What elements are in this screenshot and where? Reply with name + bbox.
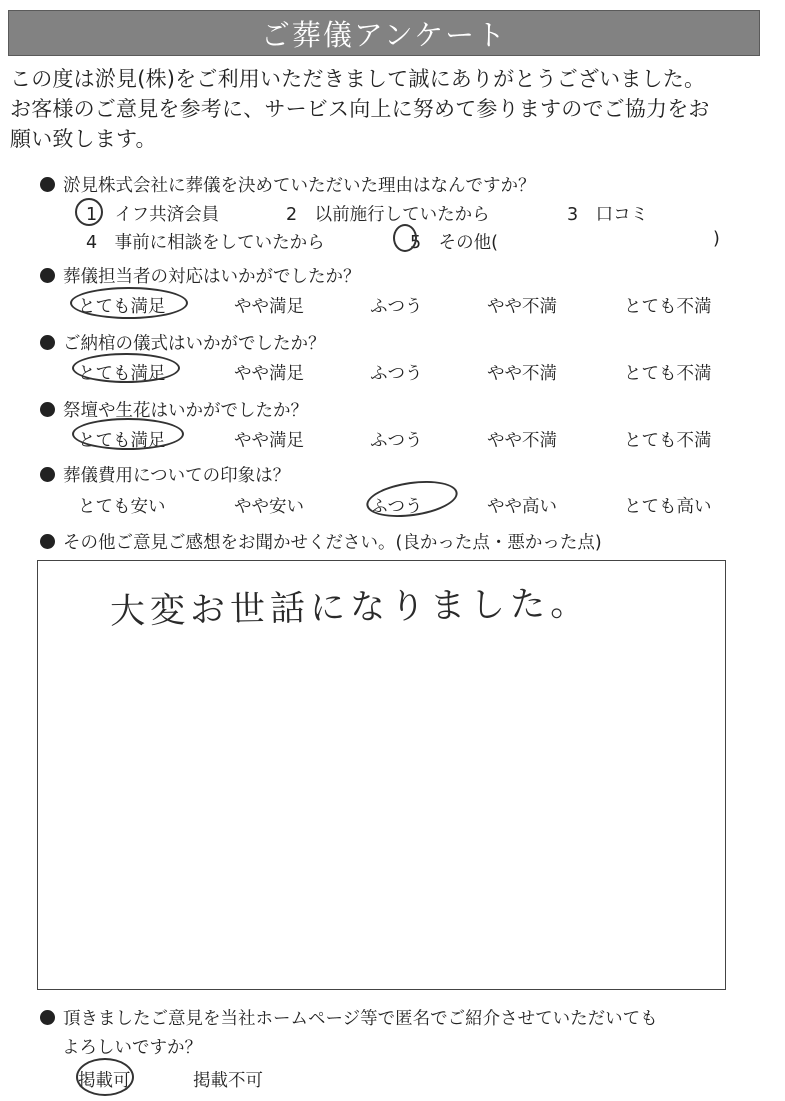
option-staff-5[interactable]: とても不満 [624, 297, 712, 317]
selected-circle-staff [70, 287, 188, 319]
option-reason-4[interactable]: 4 事前に相談をしていたから [86, 233, 325, 253]
question-publish [40, 1005, 658, 1030]
question-staff [40, 263, 361, 288]
option-encoffining-2[interactable]: やや満足 [234, 364, 304, 384]
option-reason-5-close: ) [713, 229, 720, 249]
survey-title: ご葬儀アンケート [260, 17, 508, 52]
bullet-icon [40, 268, 55, 283]
option-cost-5[interactable]: とても高い [624, 497, 712, 517]
question-comments-text: その他ご意見ご感想をお聞かせください。(良かった点・悪かった点) [63, 533, 602, 553]
option-cost-1[interactable]: とても安い [78, 497, 166, 517]
option-reason-5[interactable]: 5 その他( [410, 233, 498, 253]
option-cost-2[interactable]: やや安い [234, 497, 304, 517]
bullet-icon [40, 335, 55, 350]
question-altar [40, 397, 308, 422]
bullet-icon [40, 534, 55, 549]
option-cost-3[interactable]: ふつう [370, 497, 423, 517]
option-publish-no[interactable]: 掲載不可 [193, 1071, 263, 1091]
option-encoffining-3[interactable]: ふつう [370, 364, 423, 384]
intro-line-3: 願い致します。 [10, 127, 157, 151]
option-encoffining-1[interactable]: とても満足 [78, 364, 166, 384]
intro-text [10, 64, 770, 154]
intro-line-2: お客様のご意見を参考に、サービス向上に努めて参りますのでご協力をお [10, 97, 710, 121]
option-altar-2[interactable]: やや満足 [234, 431, 304, 451]
option-altar-1[interactable]: とても満足 [78, 431, 166, 451]
question-cost [40, 462, 290, 487]
question-publish-line-1: 頂きましたご意見を当社ホームページ等で匿名でご紹介させていただいても [63, 1009, 658, 1029]
selected-circle-reason-1 [75, 198, 103, 226]
option-encoffining-5[interactable]: とても不満 [624, 364, 712, 384]
question-publish-line-2: よろしいですか？ [62, 1038, 202, 1058]
selected-circle-encoffining [72, 353, 180, 383]
question-comments [40, 529, 602, 554]
question-reason [40, 172, 536, 197]
option-staff-2[interactable]: やや満足 [234, 297, 304, 317]
option-staff-3[interactable]: ふつう [370, 297, 423, 317]
intro-line-1: この度は淤見(株)をご利用いただきまして誠にありがとうございました。 [10, 67, 706, 91]
option-cost-4[interactable]: やや高い [487, 497, 557, 517]
question-reason-text: 淤見株式会社に葬儀を決めていただいた理由はなんですか？ [63, 176, 536, 196]
question-altar-text: 祭壇や生花はいかがでしたか？ [63, 401, 308, 421]
option-publish-yes[interactable]: 掲載可 [78, 1071, 131, 1091]
option-reason-1[interactable]: 1 イフ共済会員 [86, 205, 220, 225]
option-staff-1[interactable]: とても満足 [78, 297, 166, 317]
option-encoffining-4[interactable]: やや不満 [487, 364, 557, 384]
option-reason-3[interactable]: 3 口コミ [567, 205, 649, 225]
option-altar-3[interactable]: ふつう [370, 431, 423, 451]
selected-circle-altar [72, 418, 184, 450]
selected-circle-publish [76, 1058, 134, 1096]
option-altar-5[interactable]: とても不満 [624, 431, 712, 451]
handwritten-comment: 大変お世話になりました。 [109, 583, 591, 633]
option-altar-4[interactable]: やや不満 [487, 431, 557, 451]
bullet-icon [40, 467, 55, 482]
option-staff-4[interactable]: やや不満 [487, 297, 557, 317]
question-staff-text: 葬儀担当者の対応はいかがでしたか？ [63, 267, 361, 287]
bullet-icon [40, 1010, 55, 1025]
question-encoffining-text: ご納棺の儀式はいかがでしたか？ [63, 334, 326, 354]
question-cost-text: 葬儀費用についての印象は？ [63, 466, 291, 486]
selected-circle-reason-5 [393, 224, 417, 252]
bullet-icon [40, 177, 55, 192]
bullet-icon [40, 402, 55, 417]
option-reason-2[interactable]: 2 以前施行していたから [286, 205, 490, 225]
survey-title-bar [8, 10, 760, 56]
question-encoffining [40, 330, 326, 355]
